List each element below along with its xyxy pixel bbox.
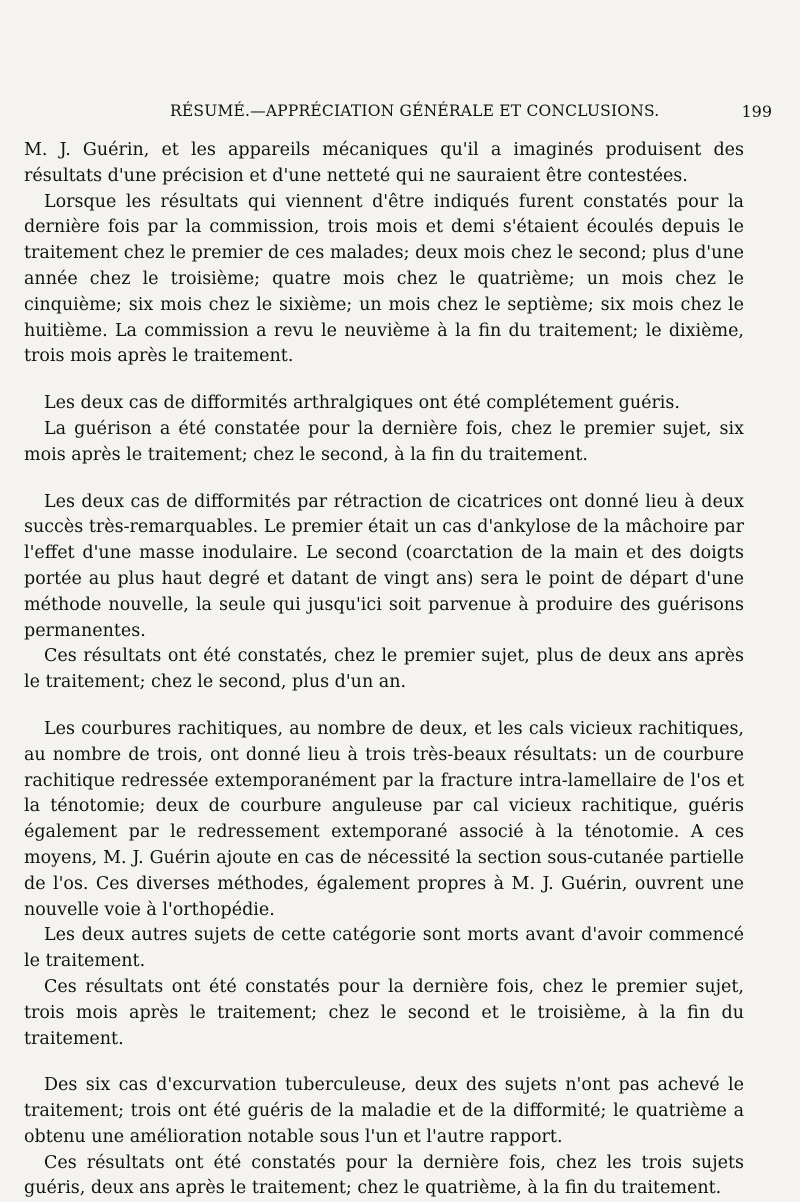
- paragraph-commission-dates: Lorsque les résultats qui viennent d'être indiqués furent constatés pour la dernière fois par la commission, trois mois et demi s'étaient écoulés depuis le traitement chez le premier de ces malades; deux mois chez le second; plus d'une année chez le troisième; quatre mois chez le quatrième; un mois chez le cinquième; six mois chez le sixième; un mois chez le septième; six mois chez le huitième. La commission a revu le neuvième à la fin du traitement; le dixième, trois mois après le traitement.: [24, 191, 744, 367]
- paragraph-rachitic-results: Ces résultats ont été constatés pour la dernière fois, chez le premier sujet, trois mois après le traitement; chez le second et le troisième, à la fin du traitement.: [24, 976, 744, 1049]
- section-gap: [24, 469, 744, 490]
- running-title: RÉSUMÉ.—APPRÉCIATION GÉNÉRALE ET CONCLUSIONS.: [170, 102, 660, 120]
- section-gap: [24, 1052, 744, 1073]
- paragraph-tuberculous-results: Ces résultats ont été constatés pour la dernière fois, chez les trois sujets guéris, deux ans après le traitement; chez le quatrième, à la fin du traitement.: [24, 1152, 744, 1199]
- paragraph-arthralgic-results: La guérison a été constatée pour la dernière fois, chez le premier sujet, six mois après le traitement; chez le second, à la fin du traitement.: [24, 418, 744, 465]
- page-number: 199: [741, 102, 772, 121]
- section-gap: [24, 370, 744, 391]
- paragraph-scar-retraction: Les deux cas de difformités par rétraction de cicatrices ont donné lieu à deux succès très-remarquables. Le premier était un cas d'ankylose de la mâchoire par l'effet d'une masse inodulaire. Le second (coarctation de la main et des doigts portée au plus haut degré et datant de vingt ans) sera le point de départ d'une méthode nouvelle, la seule qui jusqu'ici soit parvenue à produire des guérisons permanentes.: [24, 491, 744, 641]
- page-header: [24, 102, 776, 124]
- paragraph-scar-results: Ces résultats ont été constatés, chez le premier sujet, plus de deux ans après le traitement; chez le second, plus d'un an.: [24, 646, 744, 693]
- paragraph-rachitic-deaths: Les deux autres sujets de cette catégorie sont morts avant d'avoir commencé le traitement.: [24, 925, 744, 972]
- paragraph-continuation: M. J. Guérin, et les appareils mécaniques qu'il a imaginés produisent des résultats d'une précision et d'une netteté qui ne sauraient être contestées.: [24, 140, 744, 186]
- paragraph-arthralgic: Les deux cas de difformités arthralgiques ont été complétement guéris.: [44, 393, 680, 414]
- paragraph-tuberculous: Des six cas d'excurvation tuberculeuse, deux des sujets n'ont pas achevé le traitement; trois ont été guéris de la maladie et de la difformité; le quatrième a obtenu une amélioration notable sous l'un et l'autre rapport.: [24, 1075, 744, 1147]
- body-text: [24, 138, 744, 1202]
- paragraph-rachitic: Les courbures rachitiques, au nombre de deux, et les cals vicieux rachitiques, au nombre de trois, ont donné lieu à trois très-beaux résultats: un de courbure rachitique redressée extemporanément par la fracture intra-lamellaire de l'os et la ténotomie; deux de courbure anguleuse par cal vicieux rachitique, guéris également par le redressement extemporané associé à la ténotomie. A ces moyens, M. J. Guérin ajoute en cas de nécessité la section sous-cutanée partielle de l'os. Ces diverses méthodes, également propres à M. J. Guérin, ouvrent une nouvelle voie à l'orthopédie.: [24, 718, 744, 920]
- section-gap: [24, 696, 744, 717]
